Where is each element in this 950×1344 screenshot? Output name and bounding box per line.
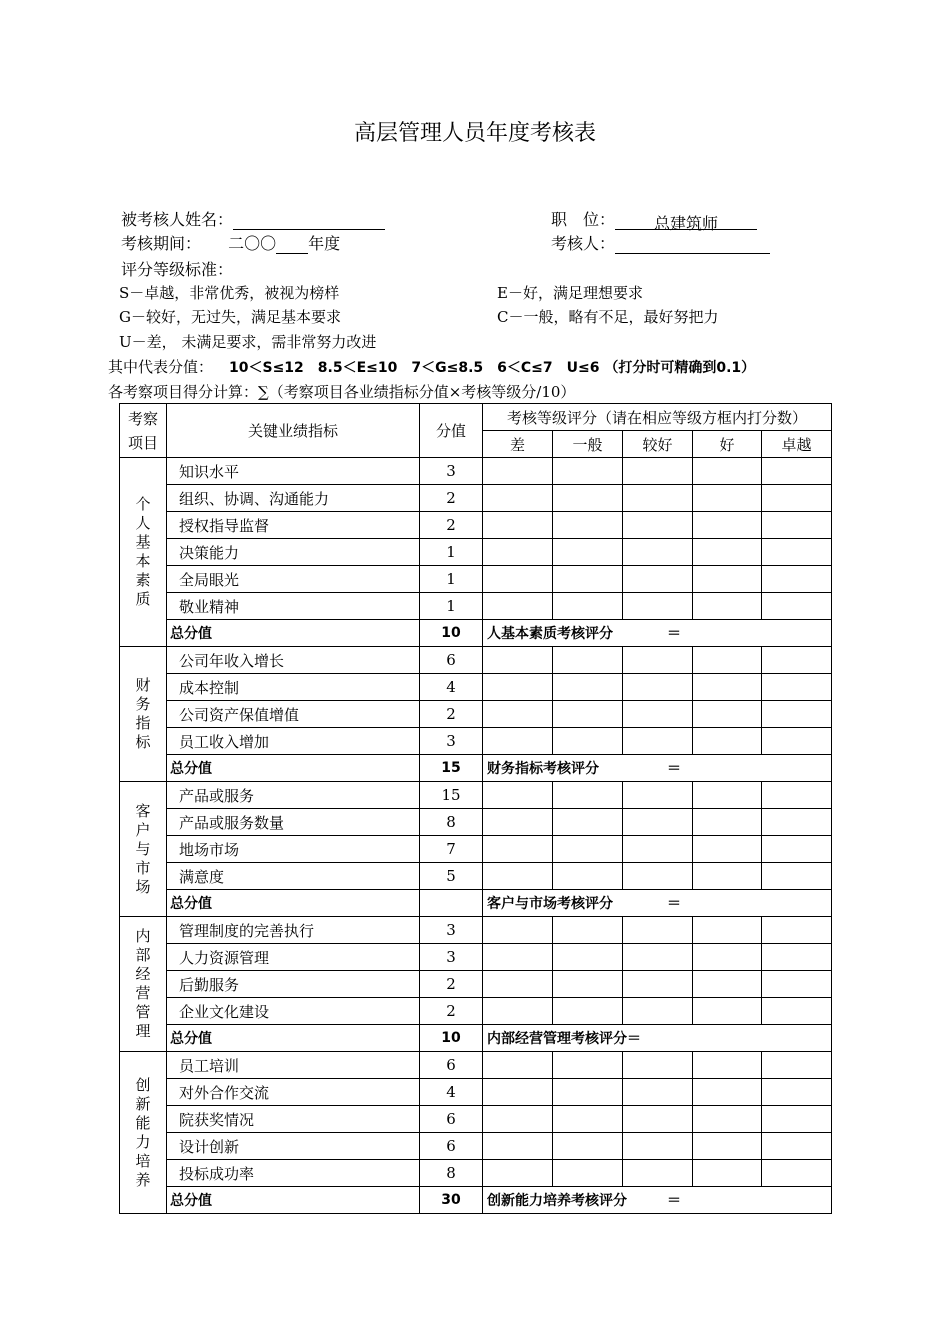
rating-cell[interactable] [762, 971, 832, 998]
rating-cell[interactable] [762, 836, 832, 863]
total-label: 总分值 [167, 1025, 420, 1052]
table-row [120, 1106, 832, 1133]
score-cell: 3 [420, 944, 483, 971]
score-cell: 6 [420, 647, 483, 674]
rating-cell[interactable] [483, 998, 553, 1025]
rating-cell[interactable] [623, 782, 693, 809]
section-evaluation[interactable] [483, 1025, 832, 1052]
rating-cell[interactable] [762, 458, 832, 485]
rating-cell[interactable] [693, 1160, 762, 1187]
position-label: 职 位： [551, 210, 616, 229]
grade-s: S－卓越，非常优秀，被视为榜样 [119, 284, 340, 302]
rating-cell[interactable] [553, 647, 623, 674]
rating-cell[interactable] [553, 1052, 623, 1079]
score-cell: 1 [420, 566, 483, 593]
rating-cell[interactable] [762, 539, 832, 566]
rating-cell[interactable] [693, 593, 762, 620]
indicator-cell: 投标成功率 [167, 1160, 420, 1187]
score-cell: 6 [420, 1052, 483, 1079]
rating-cell[interactable] [623, 1106, 693, 1133]
rating-cell[interactable] [762, 944, 832, 971]
indicator-cell: 企业文化建设 [167, 998, 420, 1025]
grade-header: 较好 [623, 431, 693, 458]
equals-sign: ＝ [667, 626, 681, 642]
evaluation-label: 客户与市场考核评分 [487, 896, 613, 912]
rating-cell[interactable] [623, 917, 693, 944]
score-cell: 3 [420, 728, 483, 755]
rating-cell[interactable] [623, 944, 693, 971]
name-label: 被考核人姓名： [121, 210, 234, 229]
name-row [121, 207, 385, 230]
grade-header: 差 [483, 431, 553, 458]
indicator-cell: 成本控制 [167, 674, 420, 701]
table-row [120, 782, 832, 809]
table-row [120, 836, 832, 863]
table-row [120, 728, 832, 755]
section-evaluation[interactable] [483, 755, 832, 782]
rating-cell[interactable] [553, 809, 623, 836]
period-row [121, 231, 340, 254]
total-label: 总分值 [167, 755, 420, 782]
rating-cell[interactable] [693, 566, 762, 593]
rating-cell[interactable] [623, 1079, 693, 1106]
equals-sign: ＝ [667, 896, 681, 912]
evaluation-label: 创新能力培养考核评分 [487, 1193, 627, 1209]
indicator-cell: 满意度 [167, 863, 420, 890]
rating-cell[interactable] [762, 863, 832, 890]
score-cell: 2 [420, 485, 483, 512]
table-row [120, 701, 832, 728]
score-cell: 6 [420, 1106, 483, 1133]
indicator-cell: 设计创新 [167, 1133, 420, 1160]
rating-cell[interactable] [483, 944, 553, 971]
rating-cell[interactable] [623, 512, 693, 539]
rating-cell[interactable] [483, 728, 553, 755]
rating-cell[interactable] [483, 971, 553, 998]
rating-cell[interactable] [483, 647, 553, 674]
indicator-cell: 全局眼光 [167, 566, 420, 593]
table-row [120, 998, 832, 1025]
rating-cell[interactable] [693, 971, 762, 998]
rating-cell[interactable] [623, 1160, 693, 1187]
rating-cell[interactable] [483, 701, 553, 728]
category-cell: 创新能力培养 [120, 1052, 167, 1214]
total-row [120, 1025, 832, 1052]
values-row [108, 356, 755, 377]
table-row [120, 863, 832, 890]
indicator-cell: 管理制度的完善执行 [167, 917, 420, 944]
indicator-cell: 对外合作交流 [167, 1079, 420, 1106]
rating-cell[interactable] [623, 809, 693, 836]
rating-cell[interactable] [483, 1106, 553, 1133]
period-suffix: 年度 [308, 234, 341, 253]
rating-cell[interactable] [553, 566, 623, 593]
table-row [120, 1160, 832, 1187]
total-label: 总分值 [167, 620, 420, 647]
rating-cell[interactable] [693, 944, 762, 971]
total-row [120, 620, 832, 647]
category-cell: 客户与市场 [120, 782, 167, 917]
rating-cell[interactable] [553, 1106, 623, 1133]
rating-cell[interactable] [762, 701, 832, 728]
indicator-cell: 产品或服务 [167, 782, 420, 809]
table-row [120, 809, 832, 836]
rating-cell[interactable] [693, 1133, 762, 1160]
score-cell: 4 [420, 674, 483, 701]
section-evaluation[interactable] [483, 620, 832, 647]
rating-cell[interactable] [623, 863, 693, 890]
rating-cell[interactable] [483, 512, 553, 539]
assessor-field[interactable] [615, 235, 770, 254]
rating-cell[interactable] [483, 809, 553, 836]
rating-cell[interactable] [762, 674, 832, 701]
grade-g: G－较好，无过失，满足基本要求 [119, 308, 341, 326]
score-cell: 5 [420, 863, 483, 890]
period-prefix: 二〇〇 [228, 234, 277, 253]
values-label: 其中代表分值： [108, 358, 214, 376]
total-value: 10 [420, 1025, 483, 1052]
rating-cell[interactable] [553, 836, 623, 863]
score-cell: 4 [420, 1079, 483, 1106]
header-rating: 考核等级评分（请在相应等级方框内打分数） [483, 404, 832, 431]
evaluation-label: 内部经营管理考核评分＝ [487, 1031, 641, 1047]
assessor-label: 考核人： [551, 234, 616, 253]
rating-cell[interactable] [553, 782, 623, 809]
rating-cell[interactable] [623, 485, 693, 512]
position-field[interactable]: 总建筑师 [615, 211, 757, 230]
rating-cell[interactable] [553, 674, 623, 701]
grade-c: C－一般，略有不足，最好努把力 [497, 308, 719, 326]
rating-cell[interactable] [693, 674, 762, 701]
rating-cell[interactable] [693, 701, 762, 728]
rating-cell[interactable] [762, 512, 832, 539]
table-row [120, 539, 832, 566]
rating-cell[interactable] [483, 917, 553, 944]
rating-cell[interactable] [623, 566, 693, 593]
header-score: 分值 [420, 404, 483, 458]
indicator-cell: 产品或服务数量 [167, 809, 420, 836]
rating-cell[interactable] [553, 1079, 623, 1106]
indicator-cell: 公司资产保值增值 [167, 701, 420, 728]
table-row [120, 512, 832, 539]
rating-cell[interactable] [762, 1106, 832, 1133]
score-cell: 8 [420, 809, 483, 836]
equals-sign: ＝ [667, 1193, 681, 1209]
indicator-cell: 敬业精神 [167, 593, 420, 620]
grade-header: 好 [693, 431, 762, 458]
rating-cell[interactable] [693, 782, 762, 809]
table-row [120, 944, 832, 971]
indicator-cell: 院获奖情况 [167, 1106, 420, 1133]
score-cell: 1 [420, 593, 483, 620]
rating-cell[interactable] [693, 836, 762, 863]
rating-cell[interactable] [623, 539, 693, 566]
score-cell: 1 [420, 539, 483, 566]
rating-cell[interactable] [483, 539, 553, 566]
section-evaluation[interactable] [483, 890, 832, 917]
rating-cell[interactable] [762, 1079, 832, 1106]
rating-cell[interactable] [623, 728, 693, 755]
table-row [120, 674, 832, 701]
standard-label: 评分等级标准： [121, 260, 234, 279]
rating-cell[interactable] [623, 836, 693, 863]
total-value: 15 [420, 755, 483, 782]
score-cell: 15 [420, 782, 483, 809]
rating-cell[interactable] [762, 1052, 832, 1079]
rating-cell[interactable] [693, 539, 762, 566]
grade-header: 卓越 [762, 431, 832, 458]
rating-cell[interactable] [693, 863, 762, 890]
table-row [120, 458, 832, 485]
indicator-cell: 授权指导监督 [167, 512, 420, 539]
rating-cell[interactable] [553, 998, 623, 1025]
score-cell: 3 [420, 458, 483, 485]
total-value [420, 890, 483, 917]
name-field[interactable] [233, 211, 385, 230]
total-label: 总分值 [167, 1187, 420, 1214]
indicator-cell: 人力资源管理 [167, 944, 420, 971]
score-cell: 2 [420, 512, 483, 539]
table-row [120, 647, 832, 674]
rating-cell[interactable] [553, 1160, 623, 1187]
rating-cell[interactable] [623, 1052, 693, 1079]
total-value: 10 [420, 620, 483, 647]
indicator-cell: 决策能力 [167, 539, 420, 566]
rating-cell[interactable] [553, 728, 623, 755]
section-evaluation[interactable] [483, 1187, 832, 1214]
indicator-cell: 组织、协调、沟通能力 [167, 485, 420, 512]
rating-cell[interactable] [553, 863, 623, 890]
grade-u: U－差， 未满足要求，需非常努力改进 [119, 333, 377, 351]
rating-cell[interactable] [553, 512, 623, 539]
rating-cell[interactable] [693, 998, 762, 1025]
rating-cell[interactable] [693, 1106, 762, 1133]
rating-cell[interactable] [623, 458, 693, 485]
rating-cell[interactable] [483, 1133, 553, 1160]
rating-cell[interactable] [483, 1079, 553, 1106]
category-cell: 内部经营管理 [120, 917, 167, 1052]
rating-cell[interactable] [693, 458, 762, 485]
rating-cell[interactable] [553, 539, 623, 566]
rating-cell[interactable] [623, 971, 693, 998]
table-row [120, 1079, 832, 1106]
rating-cell[interactable] [483, 458, 553, 485]
rating-cell[interactable] [483, 863, 553, 890]
rating-cell[interactable] [762, 485, 832, 512]
rating-cell[interactable] [693, 728, 762, 755]
rating-cell[interactable] [623, 674, 693, 701]
grade-e: E－好，满足理想要求 [497, 284, 643, 302]
rating-cell[interactable] [762, 566, 832, 593]
page-title: 高层管理人员年度考核表 [353, 121, 596, 146]
rating-cell[interactable] [623, 647, 693, 674]
indicator-cell: 员工培训 [167, 1052, 420, 1079]
indicator-cell: 知识水平 [167, 458, 420, 485]
rating-cell[interactable] [483, 1052, 553, 1079]
total-row [120, 1187, 832, 1214]
rating-cell[interactable] [623, 998, 693, 1025]
rating-cell[interactable] [762, 917, 832, 944]
values-text: 10＜S≤12 8.5＜E≤10 7＜G≤8.5 6＜C≤7 U≤6 （打分时可精确到0.1） [229, 360, 756, 376]
table-row [120, 593, 832, 620]
category-cell: 个人基本素质 [120, 458, 167, 647]
rating-cell[interactable] [553, 701, 623, 728]
rating-cell[interactable] [483, 836, 553, 863]
period-year-field[interactable] [276, 235, 308, 254]
score-cell: 6 [420, 1133, 483, 1160]
indicator-cell: 后勤服务 [167, 971, 420, 998]
rating-cell[interactable] [553, 917, 623, 944]
grade-header: 一般 [553, 431, 623, 458]
rating-cell[interactable] [762, 1160, 832, 1187]
rating-cell[interactable] [623, 1133, 693, 1160]
evaluation-label: 财务指标考核评分 [487, 761, 599, 777]
formula: 各考察项目得分计算：∑（考察项目各业绩指标分值×考核等级分/10） [108, 383, 576, 401]
rating-cell[interactable] [623, 593, 693, 620]
rating-cell[interactable] [693, 809, 762, 836]
rating-cell[interactable] [762, 1133, 832, 1160]
score-cell: 7 [420, 836, 483, 863]
total-value: 30 [420, 1187, 483, 1214]
rating-cell[interactable] [483, 782, 553, 809]
table-row [120, 485, 832, 512]
header-indicator: 关键业绩指标 [167, 404, 420, 458]
score-cell: 2 [420, 971, 483, 998]
table-row [120, 1133, 832, 1160]
rating-cell[interactable] [483, 566, 553, 593]
rating-cell[interactable] [762, 728, 832, 755]
indicator-cell: 员工收入增加 [167, 728, 420, 755]
rating-cell[interactable] [483, 593, 553, 620]
score-cell: 3 [420, 917, 483, 944]
table-row [120, 566, 832, 593]
rating-cell[interactable] [553, 458, 623, 485]
rating-cell[interactable] [762, 809, 832, 836]
table-row [120, 971, 832, 998]
total-row [120, 890, 832, 917]
indicator-cell: 地场市场 [167, 836, 420, 863]
evaluation-label: 人基本素质考核评分 [487, 626, 613, 642]
score-cell: 2 [420, 701, 483, 728]
rating-cell[interactable] [762, 782, 832, 809]
assessor-row [551, 231, 770, 254]
rating-cell[interactable] [693, 917, 762, 944]
table-row [120, 917, 832, 944]
rating-cell[interactable] [483, 1160, 553, 1187]
rating-cell[interactable] [762, 593, 832, 620]
rating-cell[interactable] [693, 512, 762, 539]
rating-cell[interactable] [553, 971, 623, 998]
rating-cell[interactable] [483, 674, 553, 701]
total-label: 总分值 [167, 890, 420, 917]
position-row [551, 207, 757, 233]
rating-cell[interactable] [762, 998, 832, 1025]
table-row [120, 1052, 832, 1079]
rating-cell[interactable] [762, 647, 832, 674]
rating-cell[interactable] [553, 485, 623, 512]
rating-cell[interactable] [693, 1052, 762, 1079]
rating-cell[interactable] [693, 1079, 762, 1106]
category-cell: 财务指标 [120, 647, 167, 782]
equals-sign: ＝ [667, 761, 681, 777]
rating-cell[interactable] [553, 593, 623, 620]
rating-cell[interactable] [693, 647, 762, 674]
rating-cell[interactable] [693, 485, 762, 512]
score-cell: 2 [420, 998, 483, 1025]
total-row [120, 755, 832, 782]
indicator-cell: 公司年收入增长 [167, 647, 420, 674]
rating-cell[interactable] [553, 1133, 623, 1160]
header-category: 考察项目 [120, 404, 167, 458]
assessment-table [119, 403, 832, 1214]
rating-cell[interactable] [553, 944, 623, 971]
rating-cell[interactable] [623, 701, 693, 728]
period-label: 考核期间： [121, 234, 202, 253]
rating-cell[interactable] [483, 485, 553, 512]
score-cell: 8 [420, 1160, 483, 1187]
